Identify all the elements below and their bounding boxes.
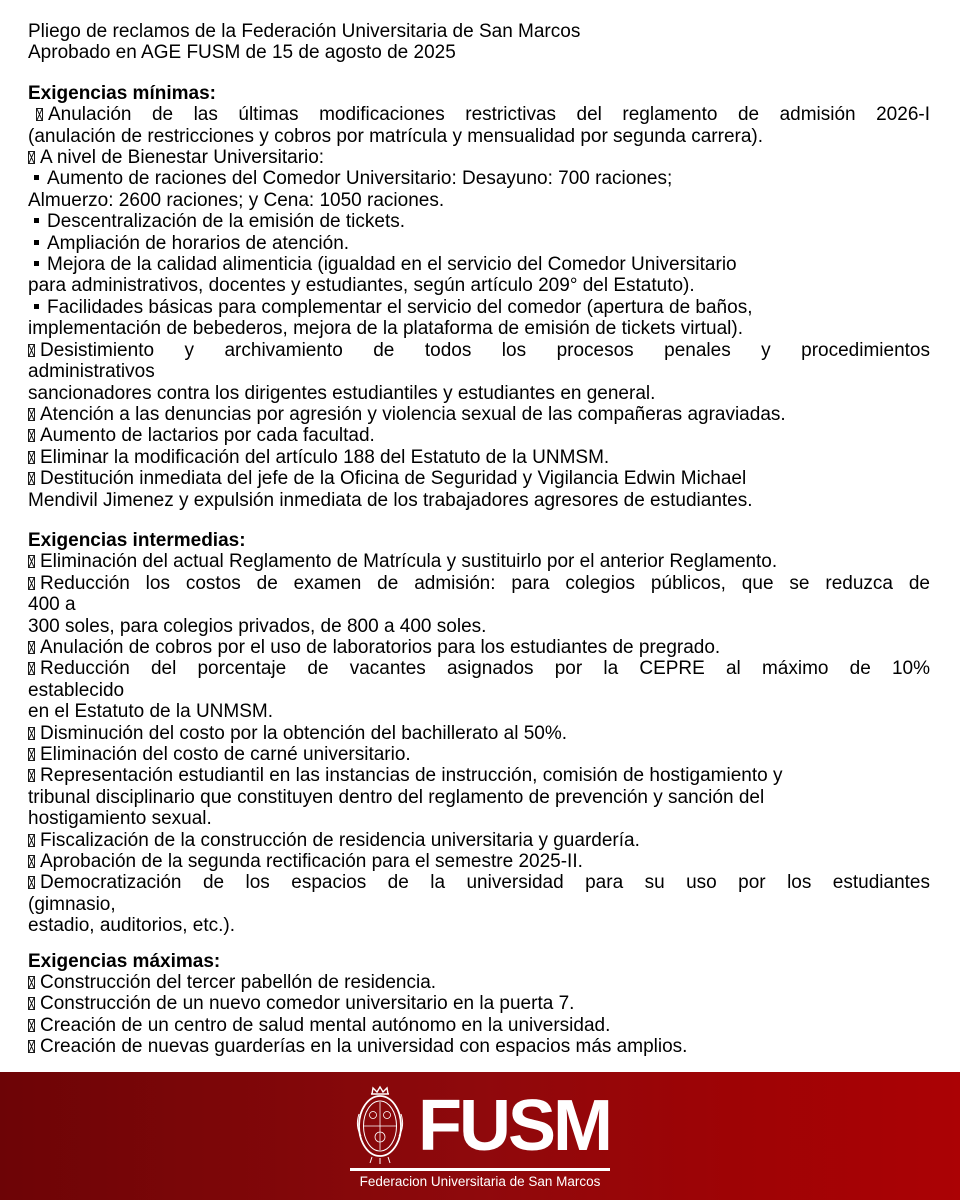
demand-line — [28, 383, 930, 404]
demand-text: Eliminación del actual Reglamento de Matrícula y sustituirlo por el anterior Reglamento. — [40, 551, 778, 573]
demand-text: para administrativos, docentes y estudiantes, según artículo 209° del Estatuto). — [28, 275, 695, 297]
demand-line — [28, 680, 930, 701]
missing-glyph-box-icon — [28, 1040, 35, 1053]
demand-line — [28, 830, 930, 851]
document-title: Pliego de reclamos de la Federación Universitaria de San Marcos — [28, 21, 581, 42]
demand-text: Aprobación de la segunda rectificación para el semestre 2025-II. — [40, 851, 583, 873]
demand-line — [28, 701, 930, 722]
demand-line — [28, 490, 930, 511]
fusm-acronym: FUSM — [418, 1086, 610, 1166]
demand-text: Atención a las denuncias por agresión y violencia sexual de las compañeras agraviadas. — [40, 403, 786, 425]
demand-line — [28, 297, 930, 318]
demand-line — [28, 894, 930, 915]
missing-glyph-box-icon — [36, 108, 43, 121]
demand-text: (gimnasio, — [28, 893, 116, 915]
square-bullet-icon — [34, 175, 39, 180]
demand-line — [28, 872, 930, 893]
missing-glyph-box-icon — [28, 344, 35, 357]
demand-line — [28, 765, 930, 786]
demand-line — [28, 851, 930, 872]
demand-text: 300 soles, para colegios privados, de 800 a 400 soles. — [28, 615, 487, 637]
demand-text: Construcción del tercer pabellón de residencia. — [40, 972, 437, 994]
missing-glyph-box-icon — [28, 151, 35, 164]
demand-line — [28, 1015, 930, 1036]
demand-text: (anulación de restricciones y cobros por matrícula y mensualidad por segunda carrera). — [28, 125, 764, 147]
missing-glyph-box-icon — [28, 555, 35, 568]
demand-line — [28, 637, 930, 658]
demand-line — [28, 972, 930, 993]
demand-text: Mendivil Jimenez y expulsión inmediata de los trabajadores agresores de estudiantes. — [28, 489, 753, 511]
demand-text: en el Estatuto de la UNMSM. — [28, 701, 273, 723]
demand-text: Creación de un centro de salud mental autónomo en la universidad. — [40, 1014, 611, 1036]
demand-line — [28, 787, 930, 808]
missing-glyph-box-icon — [28, 641, 35, 654]
demand-text: hostigamiento sexual. — [28, 808, 212, 830]
section-heading-intermedias: Exigencias intermedias: — [28, 529, 246, 551]
demand-line — [28, 658, 930, 679]
demand-text: Construcción de un nuevo comedor universitario en la puerta 7. — [40, 993, 575, 1015]
demand-text: Fiscalización de la construcción de residencia universitaria y guardería. — [40, 829, 640, 851]
demand-text: 400 a — [28, 594, 76, 616]
demand-text: Anulación de cobros por el uso de laboratorios para los estudiantes de pregrado. — [40, 636, 721, 658]
demand-text: Aumento de raciones del Comedor Universitario: Desayuno: 700 raciones; — [47, 168, 673, 190]
missing-glyph-box-icon — [28, 769, 35, 782]
square-bullet-icon — [34, 218, 39, 223]
demand-text: Almuerzo: 2600 raciones; y Cena: 1050 raciones. — [28, 189, 445, 211]
square-bullet-icon — [34, 304, 39, 309]
demand-text: establecido — [28, 679, 125, 701]
document-subtitle: Aprobado en AGE FUSM de 15 de agosto de 2025 — [28, 42, 456, 64]
demand-line — [28, 915, 930, 936]
fusm-full-name: Federacion Universitaria de San Marcos — [359, 1173, 601, 1189]
demand-line — [28, 254, 930, 275]
demand-line — [28, 147, 930, 168]
demand-text: Creación de nuevas guarderías en la universidad con espacios más amplios. — [40, 1036, 688, 1058]
missing-glyph-box-icon — [28, 834, 35, 847]
demand-text: tribunal disciplinario que constituyen dentro del reglamento de prevención y sanción del — [28, 786, 765, 808]
demand-line — [28, 993, 930, 1014]
demand-text: Facilidades básicas para complementar el servicio del comedor (apertura de baños, — [47, 296, 753, 318]
missing-glyph-box-icon — [28, 997, 35, 1010]
demand-text: implementación de bebederos, mejora de la plataforma de emisión de tickets virtual). — [28, 318, 743, 340]
demand-line — [28, 594, 930, 615]
demand-text: Democratización de los espacios de la universidad para su uso por los estudiantes — [40, 872, 930, 894]
missing-glyph-box-icon — [28, 855, 35, 868]
demand-line — [28, 468, 930, 489]
demand-text: Descentralización de la emisión de tickets. — [47, 211, 406, 233]
square-bullet-icon — [34, 261, 39, 266]
demand-line — [28, 616, 930, 637]
demand-line — [28, 190, 930, 211]
demand-text: A nivel de Bienestar Universitario: — [40, 147, 325, 169]
missing-glyph-box-icon — [28, 976, 35, 989]
demand-text: administrativos — [28, 361, 155, 383]
missing-glyph-box-icon — [28, 727, 35, 740]
demand-line — [28, 104, 930, 125]
fusm-logo-row — [350, 1084, 610, 1164]
demand-line — [28, 1036, 930, 1057]
missing-glyph-box-icon — [28, 408, 35, 421]
demand-text: sancionadores contra los dirigentes estudiantiles y estudiantes en general. — [28, 382, 656, 404]
section-heading-maximas: Exigencias máximas: — [28, 950, 221, 972]
demand-line — [28, 168, 930, 189]
demand-text: estadio, auditorios, etc.). — [28, 915, 235, 937]
demand-line — [28, 447, 930, 468]
demand-line — [28, 361, 930, 382]
fusm-logo — [350, 1084, 610, 1189]
footer-banner — [0, 1072, 960, 1200]
demand-line — [28, 275, 930, 296]
missing-glyph-box-icon — [28, 748, 35, 761]
missing-glyph-box-icon — [28, 876, 35, 889]
missing-glyph-box-icon — [28, 429, 35, 442]
demand-text: Ampliación de horarios de atención. — [47, 232, 350, 254]
demand-line — [28, 744, 930, 765]
demand-line — [28, 425, 930, 446]
section-heading-minimas: Exigencias mínimas: — [28, 82, 216, 104]
missing-glyph-box-icon — [28, 451, 35, 464]
demand-text: Reducción del porcentaje de vacantes asignados por la CEPRE al máximo de 10% — [40, 658, 930, 680]
demand-text: Reducción los costos de examen de admisión: para colegios públicos, que se reduzca de — [40, 572, 930, 594]
demand-line — [28, 808, 930, 829]
demand-text: Representación estudiantil en las instancias de instrucción, comisión de hostigamiento y — [40, 765, 783, 787]
demand-text: Aumento de lactarios por cada facultad. — [40, 425, 375, 447]
missing-glyph-box-icon — [28, 662, 35, 675]
demand-line — [28, 233, 930, 254]
missing-glyph-box-icon — [28, 472, 35, 485]
demand-line — [28, 318, 930, 339]
missing-glyph-box-icon — [28, 1019, 35, 1032]
demand-text: Disminución del costo por la obtención del bachillerato al 50%. — [40, 722, 568, 744]
demand-line — [28, 573, 930, 594]
demand-line — [28, 551, 930, 572]
demand-text: Desistimiento y archivamiento de todos los procesos penales y procedimientos — [40, 339, 930, 361]
demand-line — [28, 404, 930, 425]
demand-text: Destitución inmediata del jefe de la Oficina de Seguridad y Vigilancia Edwin Michael — [40, 468, 747, 490]
demand-line — [28, 211, 930, 232]
demand-text: Eliminar la modificación del artículo 188 del Estatuto de la UNMSM. — [40, 446, 610, 468]
unmsm-crest-icon — [350, 1084, 410, 1164]
document-header — [28, 21, 930, 64]
demand-line — [28, 723, 930, 744]
demand-text: Eliminación del costo de carné universitario. — [40, 744, 411, 765]
demand-line — [28, 126, 930, 147]
logo-divider — [350, 1168, 610, 1171]
demand-text: Mejora de la calidad alimenticia (igualdad en el servicio del Comedor Universitario — [47, 254, 737, 276]
demand-line — [28, 340, 930, 361]
demand-text: Anulación de las últimas modificaciones restrictivas del reglamento de admisión 2026-I — [48, 104, 930, 126]
missing-glyph-box-icon — [28, 577, 35, 590]
square-bullet-icon — [34, 240, 39, 245]
